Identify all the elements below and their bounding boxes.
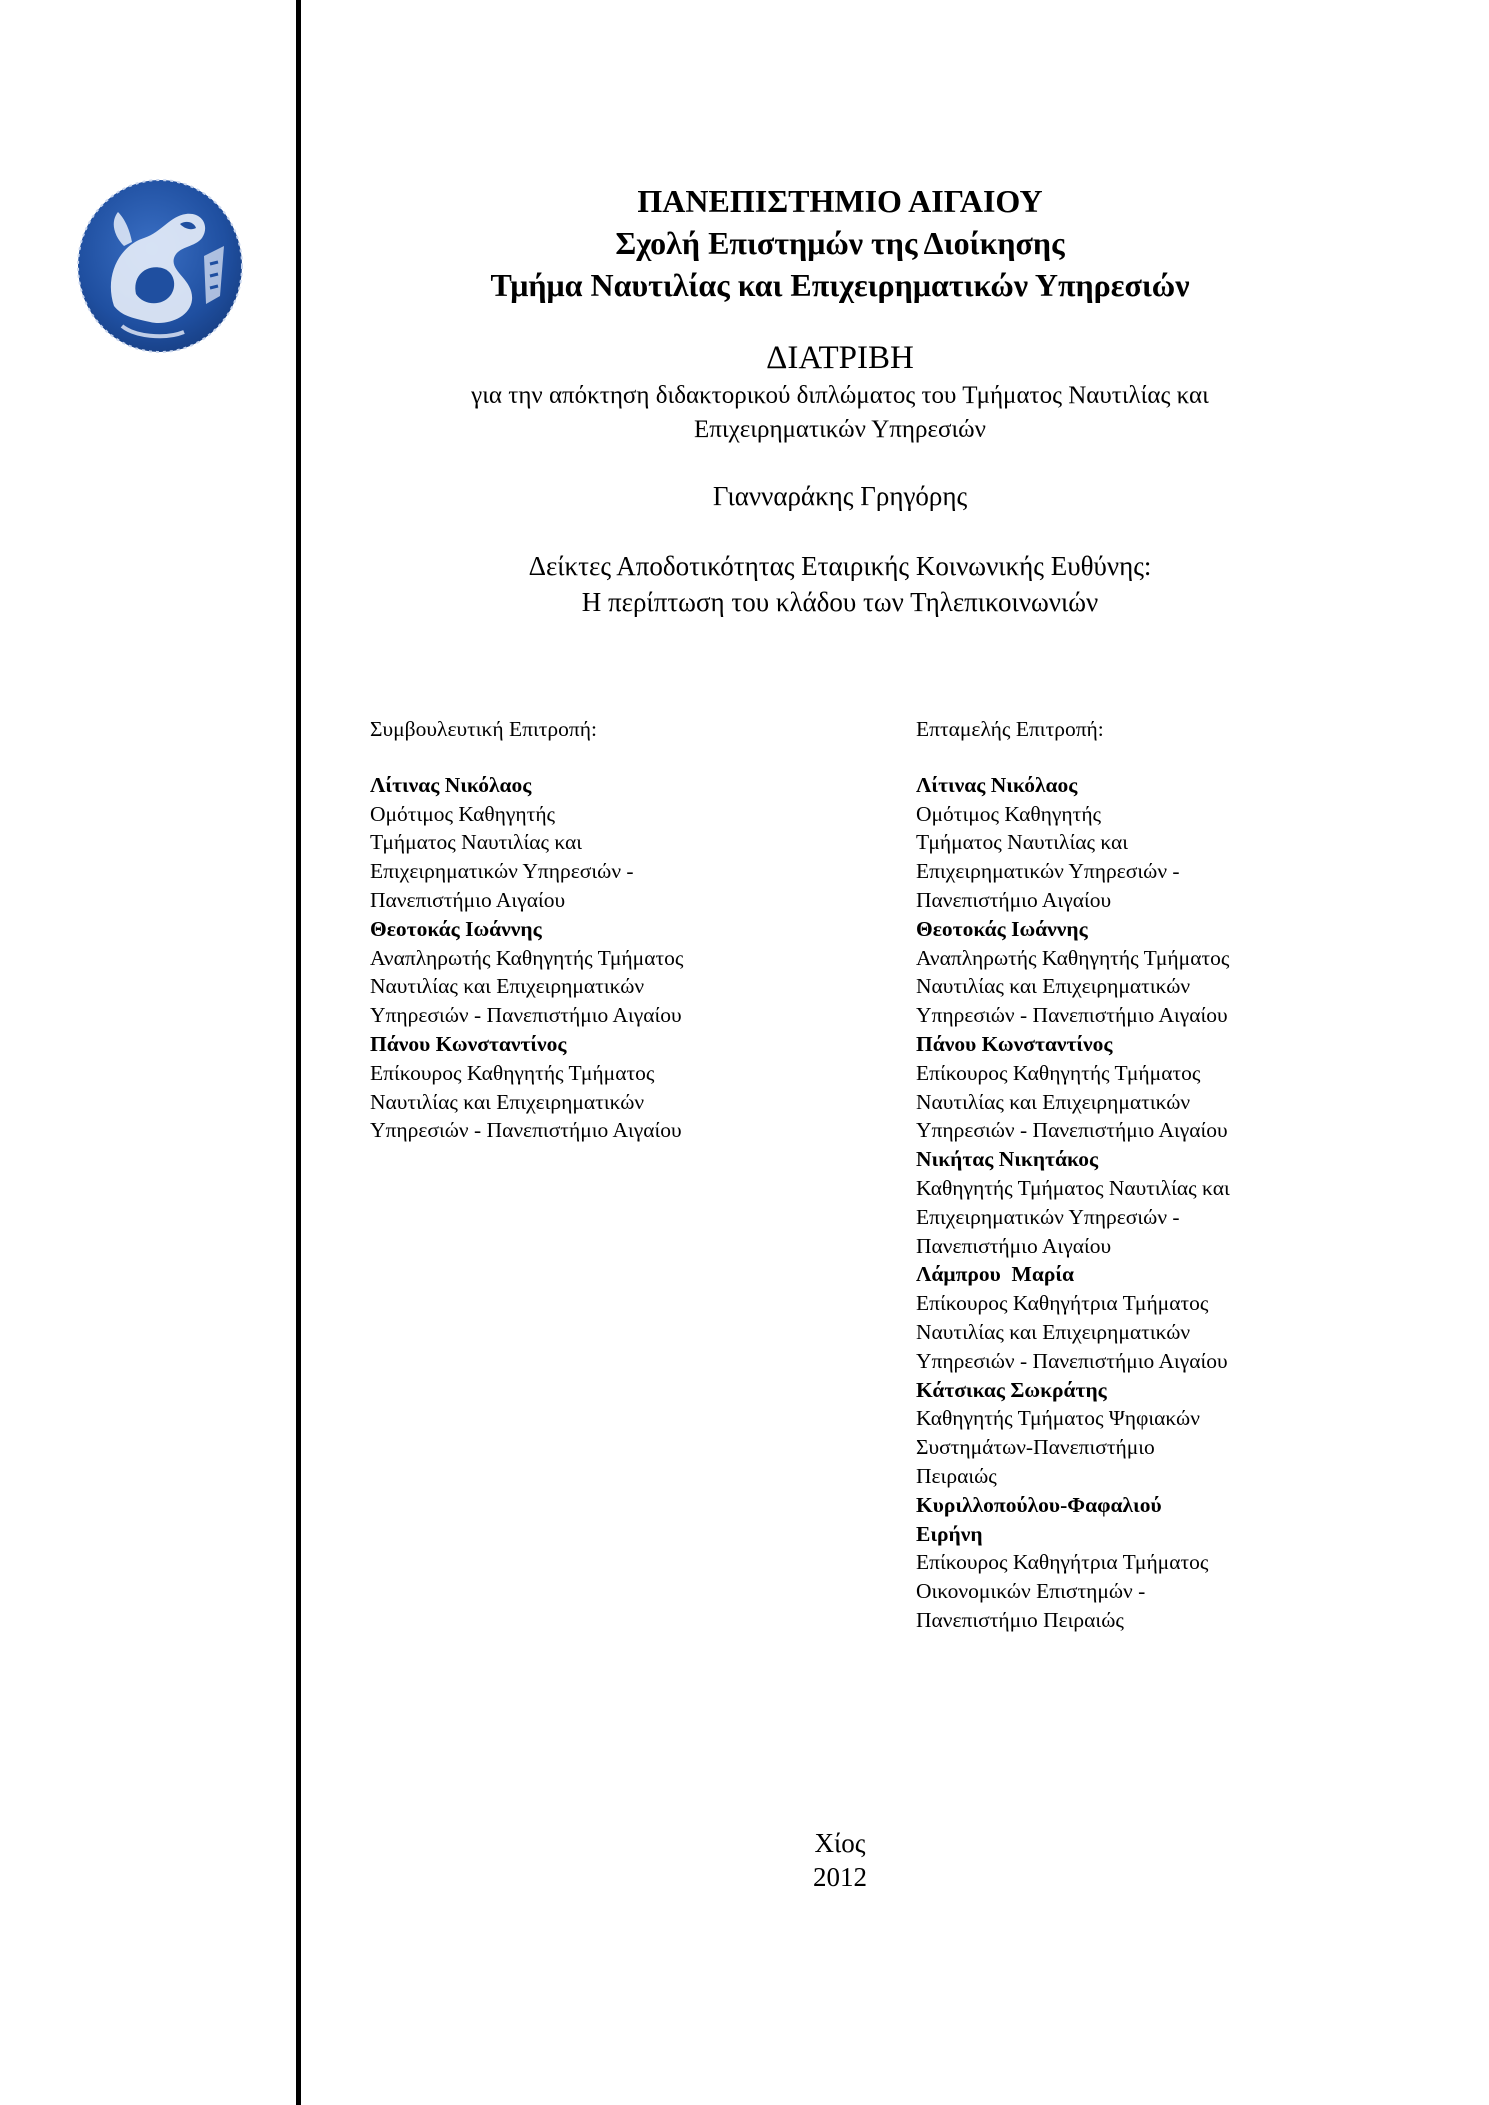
examination-committee-heading: Επταμελής Επιτροπή: — [916, 717, 1104, 741]
member-name: Πάνου Κωνσταντίνος — [916, 1031, 1113, 1056]
member-affiliation: Ναυτιλίας και Επιχειρηματικών — [370, 1089, 645, 1114]
member-affiliation: Πανεπιστήμιο Πειραιώς — [916, 1607, 1124, 1632]
member-affiliation: Πανεπιστήμιο Αιγαίου — [370, 887, 566, 912]
document-purpose — [340, 379, 1340, 447]
committee-member — [916, 1260, 1346, 1375]
school-name: Σχολή Επιστημών της Διοίκησης — [615, 225, 1065, 261]
purpose-line-1: για την απόκτηση διδακτορικού διπλώματος του Τμήματος Ναυτιλίας και — [471, 382, 1209, 409]
member-affiliation: Υπηρεσιών - Πανεπιστήμιο Αιγαίου — [916, 1003, 1228, 1028]
member-name: Λίτινας Νικόλαος — [370, 772, 532, 797]
purpose-line-2: Επιχειρηματικών Υπηρεσιών — [694, 416, 986, 443]
committee-member — [916, 1030, 1346, 1145]
member-name: Θεοτοκάς Ιωάννης — [370, 916, 542, 941]
member-affiliation: Ναυτιλίας και Επιχειρηματικών — [370, 974, 645, 999]
member-affiliation: Πειραιώς — [916, 1463, 997, 1488]
member-affiliation: Επιχειρηματικών Υπηρεσιών - — [916, 1204, 1180, 1229]
member-affiliation: Υπηρεσιών - Πανεπιστήμιο Αιγαίου — [370, 1003, 682, 1028]
member-affiliation: Υπηρεσιών - Πανεπιστήμιο Αιγαίου — [916, 1348, 1228, 1373]
member-affiliation: Επίκουρος Καθηγητής Τμήματος — [370, 1060, 655, 1085]
member-affiliation: Καθηγητής Τμήματος Ναυτιλίας και — [916, 1175, 1230, 1200]
left-vertical-rule — [296, 0, 301, 2105]
title-line-1: Δείκτες Αποδοτικότητας Εταιρικής Κοινωνικής Ευθύνης: — [528, 551, 1152, 581]
year: 2012 — [813, 1862, 867, 1892]
thesis-title — [340, 548, 1340, 620]
member-affiliation: Ομότιμος Καθηγητής — [370, 801, 556, 826]
member-affiliation: Συστημάτων-Πανεπιστήμιο — [916, 1435, 1155, 1460]
committee-member — [916, 915, 1346, 1030]
place: Χίος — [814, 1828, 866, 1858]
title-line-2: Η περίπτωση του κλάδου των Τηλεπικοινωνιών — [581, 587, 1099, 617]
committee-member — [916, 1491, 1346, 1635]
place-and-year — [340, 1826, 1340, 1894]
member-name: Νικήτας Νικητάκος — [916, 1147, 1099, 1172]
committee-member — [370, 771, 800, 915]
member-affiliation: Πανεπιστήμιο Αιγαίου — [916, 887, 1112, 912]
member-affiliation: Επιχειρηματικών Υπηρεσιών - — [916, 859, 1180, 884]
member-affiliation: Επίκουρος Καθηγήτρια Τμήματος — [916, 1291, 1209, 1316]
member-affiliation: Τμήματος Ναυτιλίας και — [370, 830, 583, 855]
member-name: Λίτινας Νικόλαος — [916, 772, 1078, 797]
member-affiliation: Επίκουρος Καθηγητής Τμήματος — [916, 1060, 1201, 1085]
committee-member — [916, 1376, 1346, 1491]
university-name: ΠΑΝΕΠΙΣΤΗΜΙΟ ΑΙΓΑΙΟΥ — [637, 183, 1043, 219]
examination-committee — [916, 715, 1346, 1635]
member-affiliation: Ναυτιλίας και Επιχειρηματικών — [916, 974, 1191, 999]
member-name: Θεοτοκάς Ιωάννης — [916, 916, 1088, 941]
member-name: Λάμπρου Μαρία — [916, 1262, 1075, 1287]
member-affiliation: Αναπληρωτής Καθηγητής Τμήματος — [916, 945, 1230, 970]
member-affiliation: Οικονομικών Επιστημών - — [916, 1579, 1146, 1604]
member-affiliation: Τμήματος Ναυτιλίας και — [916, 830, 1129, 855]
member-name-line-2: Ειρήνη — [916, 1521, 983, 1546]
member-affiliation: Πανεπιστήμιο Αιγαίου — [916, 1233, 1112, 1258]
member-affiliation: Ναυτιλίας και Επιχειρηματικών — [916, 1319, 1191, 1344]
member-affiliation: Ομότιμος Καθηγητής — [916, 801, 1102, 826]
member-name: Κάτσικας Σωκράτης — [916, 1377, 1107, 1402]
committee-member — [916, 771, 1346, 915]
document-type: ΔΙΑΤΡΙΒΗ — [766, 340, 914, 376]
member-affiliation: Υπηρεσιών - Πανεπιστήμιο Αιγαίου — [916, 1118, 1228, 1143]
member-name-line-1: Κυριλλοπούλου-Φαφαλιού — [916, 1492, 1162, 1517]
advisory-committee — [370, 715, 800, 1145]
committee-member — [370, 915, 800, 1030]
member-affiliation: Επιχειρηματικών Υπηρεσιών - — [370, 859, 634, 884]
member-affiliation: Επίκουρος Καθηγήτρια Τμήματος — [916, 1550, 1209, 1575]
seal-icon — [74, 176, 246, 356]
committee-member — [916, 1145, 1346, 1260]
university-seal-logo — [74, 176, 246, 356]
author-name: Γιανναράκης Γρηγόρης — [712, 481, 968, 511]
member-affiliation: Ναυτιλίας και Επιχειρηματικών — [916, 1089, 1191, 1114]
committee-member — [370, 1030, 800, 1145]
member-affiliation: Καθηγητής Τμήματος Ψηφιακών — [916, 1406, 1200, 1431]
member-affiliation: Αναπληρωτής Καθηγητής Τμήματος — [370, 945, 684, 970]
department-name: Τμήμα Ναυτιλίας και Επιχειρηματικών Υπηρεσιών — [490, 267, 1190, 303]
member-affiliation: Υπηρεσιών - Πανεπιστήμιο Αιγαίου — [370, 1118, 682, 1143]
member-name: Πάνου Κωνσταντίνος — [370, 1031, 567, 1056]
institution-header — [340, 180, 1340, 306]
advisory-committee-heading: Συμβουλευτική Επιτροπή: — [370, 717, 597, 741]
